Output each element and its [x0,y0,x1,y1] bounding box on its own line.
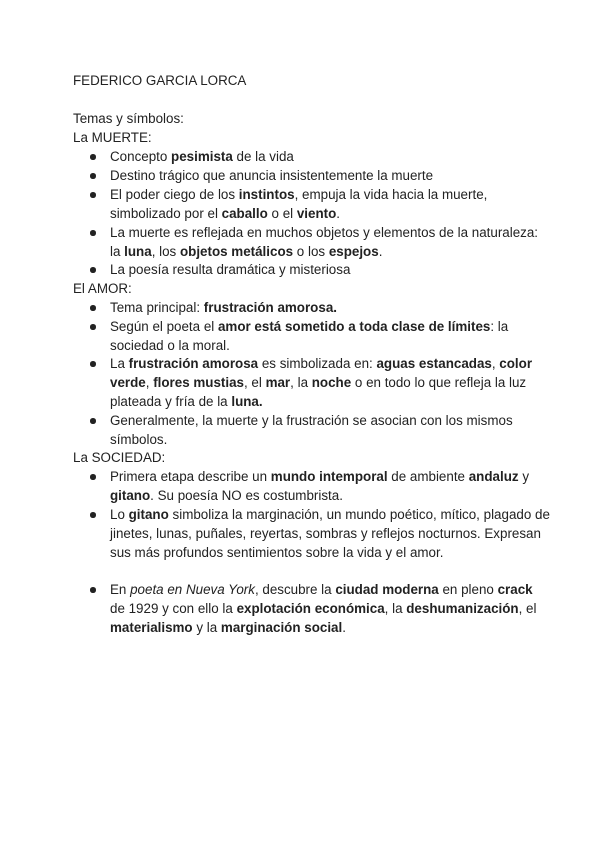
text-run: , la [384,600,407,616]
bold-text: caballo [221,205,268,221]
section-heading-amor: El AMOR: [73,281,132,296]
list-item [110,355,550,412]
text-run: Tema principal: [110,300,204,315]
text-run: . Su poesía NO es costumbrista. [150,487,343,503]
bold-text: explotación económica [236,600,385,616]
text-run: La muerte es reflejada en muchos objetos y elementos de la naturaleza: la [110,225,539,259]
bold-text: mar [265,374,291,390]
bold-text: amor está sometido a toda clase de límites [217,319,491,334]
bold-text: mundo intemporal [270,469,388,484]
bold-text: instintos [238,187,295,202]
text-run: , [491,356,500,371]
text-run: Concepto [110,149,172,164]
bold-text: viento [296,205,337,221]
list-item [110,167,550,186]
bold-text: espejos [328,243,379,259]
text-run: : la sociedad o la moral. [110,319,509,353]
bold-text: pesimista [171,149,233,164]
list-item [110,148,550,167]
list-item [110,581,550,638]
text-run: Lo [110,507,129,522]
document-title: FEDERICO GARCIA LORCA [73,73,247,88]
text-run: de 1929 y con ello la [110,600,237,616]
list-item [110,224,550,262]
bold-text: marginación social [220,619,343,635]
text-run: de la vida [232,149,294,164]
bold-text: luna. [231,393,263,409]
text-run: es simbolizada en: [258,356,377,371]
italic-text: poeta en Nueva York [130,582,255,597]
text-run: o los [293,243,329,259]
bold-text: materialismo [110,619,193,635]
bold-text: gitano [128,507,169,522]
bold-text: flores mustias [153,374,244,390]
text-run: , empuja la vida hacia la muerte, simbolizado por el [110,187,488,221]
bold-text: frustración amorosa. [203,300,337,315]
section-heading-sociedad: La SOCIEDAD: [73,450,166,465]
text-run: simboliza la marginación, un mundo poético, mítico, plagado de jinetes, lunas, puñales, reyertas, sombras y reflejos nocturnos. Expresan sus más profundos sentimientos sobre la vida y el amor. [110,507,550,560]
bold-text: luna [124,243,152,259]
bold-text: frustración amorosa [128,356,259,371]
bold-text: andaluz [468,469,519,484]
text-run: Destino trágico que anuncia insistentemente la muerte [110,168,434,183]
text-run: , los [151,243,180,259]
intro-line: Temas y símbolos: [73,111,184,126]
text-run: , el [518,600,537,616]
text-run: El poder ciego de los [110,187,239,202]
text-run: , [145,374,154,390]
list-item [110,186,550,224]
bold-text: crack [497,582,533,597]
bold-text: ciudad moderna [335,582,439,597]
text-run: en pleno [438,582,498,597]
section-heading-muerte: La MUERTE: [73,130,152,145]
text-run: o en todo lo que refleja la luz plateada y fría de la [110,374,527,409]
text-run: Primera etapa describe un [110,469,271,484]
list-item [110,412,550,450]
text-run: . [342,619,346,635]
list-item [110,506,550,563]
bold-text: objetos metálicos [179,243,294,259]
text-run: En [110,582,131,597]
text-run: , la [290,374,312,390]
text-run: Generalmente, la muerte y la frustración se asocian con los mismos símbolos. [110,413,513,447]
text-run: y la [192,619,221,635]
list-item [110,261,550,280]
text-run: de ambiente [387,469,469,484]
bold-text: deshumanización [406,600,519,616]
text-run: La [110,356,129,371]
bold-text: gitano [110,487,151,503]
text-run: . [336,205,341,221]
list-item [110,299,550,318]
text-run: La poesía resulta dramática y misteriosa [110,262,351,277]
text-run: , el [243,374,266,390]
text-run: y [518,469,530,484]
bold-text: noche [311,374,352,390]
text-run: , descubre la [254,582,336,597]
list-item [110,468,550,506]
list-item [110,318,550,356]
bold-text: aguas estancadas [376,356,492,371]
text-run: . [378,243,383,259]
text-run: Según el poeta el [110,319,218,334]
bold-text: color verde [110,356,533,390]
text-run: o el [267,205,297,221]
